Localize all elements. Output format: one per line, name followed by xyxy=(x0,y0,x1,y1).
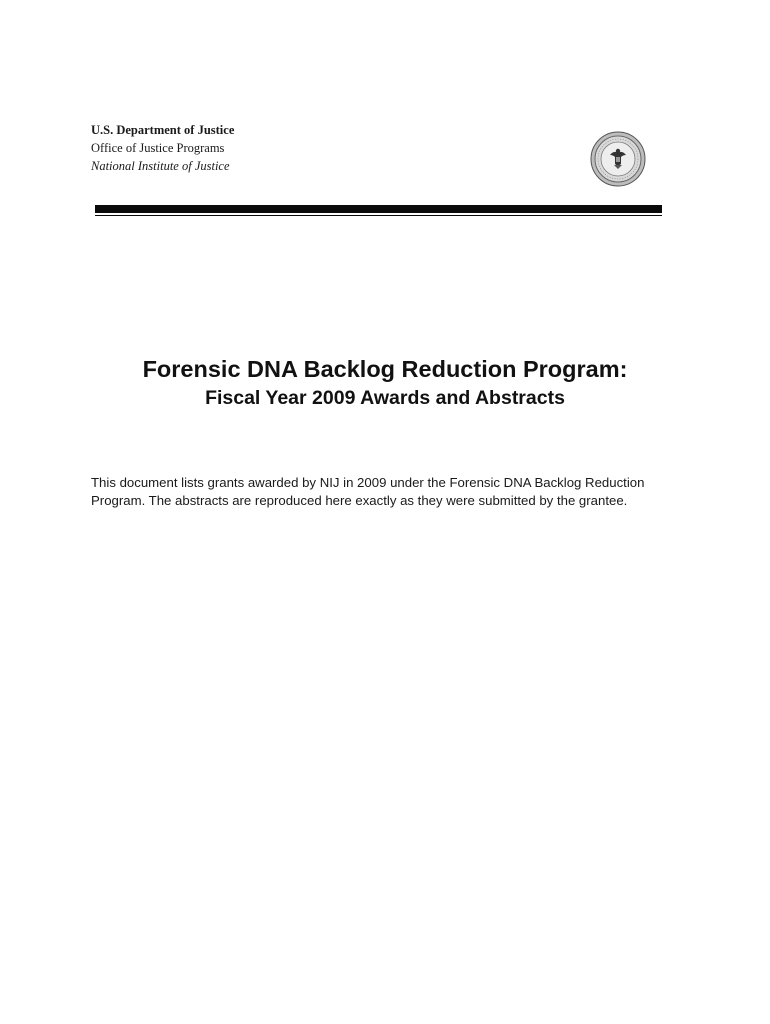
document-title: Forensic DNA Backlog Reduction Program: xyxy=(142,356,628,382)
office-name: Office of Justice Programs xyxy=(91,141,225,155)
intro-line: Program. The abstracts are reproduced here exactly as they were submitted by the grantee. xyxy=(91,493,628,508)
institute-name: National Institute of Justice xyxy=(91,159,230,173)
intro-line: This document lists grants awarded by NIJ in 2009 under the Forensic DNA Backlog Reduction xyxy=(91,475,645,490)
agency-block xyxy=(91,121,234,175)
doj-seal-icon xyxy=(590,131,646,187)
department-name: U.S. Department of Justice xyxy=(91,123,235,137)
intro-paragraph xyxy=(91,474,691,510)
document-subtitle: Fiscal Year 2009 Awards and Abstracts xyxy=(205,387,565,409)
header-rule-thin xyxy=(95,215,662,216)
header-rule-thick xyxy=(95,205,662,213)
